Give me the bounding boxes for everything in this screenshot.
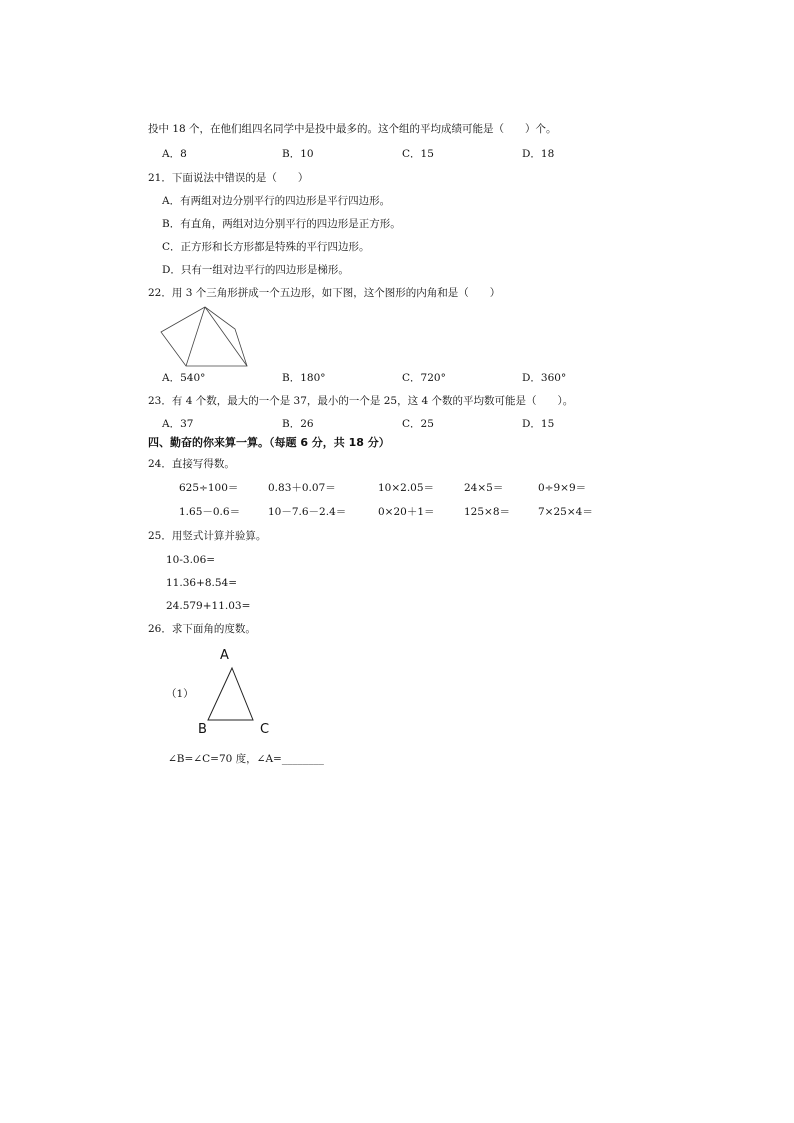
q22-option-a[interactable]: A．540°: [162, 372, 206, 384]
q20-option-a[interactable]: A．8: [162, 148, 187, 160]
q21-option-a[interactable]: A．有两组对边分别平行的四边形是平行四边形。: [162, 195, 391, 207]
q21-option-d[interactable]: D．只有一组对边平行的四边形是梯形。: [162, 264, 349, 276]
q24-item[interactable]: 0×20＋1＝: [378, 506, 435, 518]
q26-answer-line[interactable]: ∠B=∠C=70 度，∠A=________: [168, 753, 324, 765]
triangle-outline: [208, 668, 253, 720]
q24-item[interactable]: 24×5＝: [464, 482, 504, 494]
q20-stem-tail: 投中 18 个，在他们组四名同学中是投中最多的。这个组的平均成绩可能是（ ）个。: [148, 123, 557, 135]
q23-stem: 23．有 4 个数，最大的一个是 37，最小的一个是 25，这 4 个数的平均数可能是（ ）。: [148, 395, 574, 407]
q24-stem: 24．直接写得数。: [148, 458, 235, 470]
q21-stem: 21．下面说法中错误的是（ ）: [148, 172, 309, 184]
q21-option-b[interactable]: B．有直角，两组对边分别平行的四边形是正方形。: [162, 218, 401, 230]
q22-option-c[interactable]: C．720°: [402, 372, 446, 384]
q20-option-b[interactable]: B．10: [282, 148, 314, 160]
q25-item[interactable]: 10-3.06=: [166, 554, 216, 566]
q21-option-c[interactable]: C．正方形和长方形都是特殊的平行四边形。: [162, 241, 370, 253]
q23-option-b[interactable]: B．26: [282, 418, 314, 430]
q20-option-d[interactable]: D．18: [522, 148, 555, 160]
triangle-figure: [205, 665, 255, 725]
q24-item[interactable]: 7×25×4＝: [538, 506, 593, 518]
q23-option-a[interactable]: A．37: [162, 418, 194, 430]
q24-item[interactable]: 10－7.6－2.4＝: [268, 506, 347, 518]
vertex-label-c: C: [260, 722, 270, 737]
q24-item[interactable]: 1.65－0.6＝: [179, 506, 241, 518]
q22-option-d[interactable]: D．360°: [522, 372, 567, 384]
q25-item[interactable]: 11.36+8.54=: [166, 577, 238, 589]
q26-part-label: （1）: [166, 688, 194, 700]
q24-item[interactable]: 0.83＋0.07＝: [268, 482, 336, 494]
vertex-label-b: B: [198, 722, 207, 737]
q22-option-b[interactable]: B．180°: [282, 372, 326, 384]
vertex-label-a: A: [220, 648, 229, 663]
pentagon-figure: [158, 304, 258, 364]
q24-item[interactable]: 625÷100＝: [179, 482, 239, 494]
q25-stem: 25．用竖式计算并验算。: [148, 530, 267, 542]
section-4-heading: 四、勤奋的你来算一算。（每题 6 分，共 18 分）: [148, 436, 390, 449]
pentagon-diagonal-2: [205, 307, 247, 366]
q24-item[interactable]: 125×8＝: [464, 506, 511, 518]
q24-item[interactable]: 10×2.05＝: [378, 482, 435, 494]
q22-stem: 22．用 3 个三角形拼成一个五边形，如下图，这个图形的内角和是（ ）: [148, 287, 501, 299]
q23-option-c[interactable]: C．25: [402, 418, 434, 430]
q20-option-c[interactable]: C．15: [402, 148, 434, 160]
q23-option-d[interactable]: D．15: [522, 418, 555, 430]
pentagon-outline: [161, 307, 247, 366]
q26-stem: 26．求下面角的度数。: [148, 623, 256, 635]
q24-item[interactable]: 0÷9×9＝: [538, 482, 587, 494]
q25-item[interactable]: 24.579+11.03=: [166, 600, 251, 612]
